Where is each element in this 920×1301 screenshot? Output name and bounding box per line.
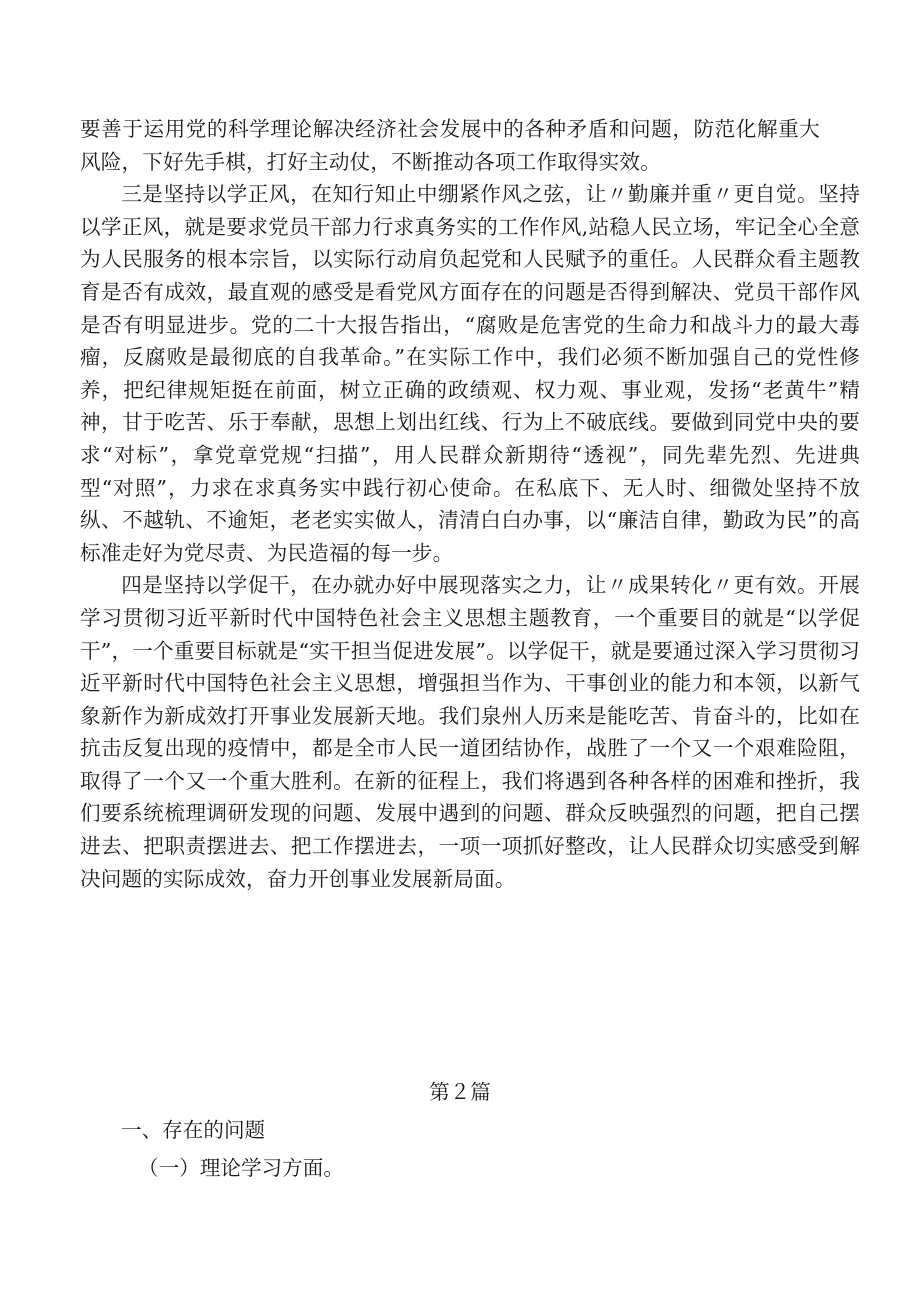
body-text (80, 113, 860, 895)
paragraph-three: 三是坚持以学正风，在知行知止中绷紧作风之弦，让〃勤廉并重〃更自觉。坚持以学正风，就是要求党员干部力行求真务实的工作作风,站稳人民立场，牢记全心全意为人民服务的根本宗旨，以实际行动肩负起党和人民赋予的重任。人民群众看主题教育是否有成效，最直观的感受是看党风方面存在的问题是否得到解决、党员干部作风是否有明显进步。党的二十大报告指出，“腐败是危害党的生命力和战斗力的最大毒瘤，反腐败是最彻底的自我革命。”在实际工作中，我们必须不断加强自己的党性修养，把纪律规矩挺在前面，树立正确的政绩观、权力观、事业观，发扬“老黄牛”精神，甘于吃苦、乐于奉献，思想上划出红线、行为上不破底线。要做到同党中央的要求“对标”，拿党章党规“扫描”，用人民群众新期待“透视”，同先辈先烈、先进典型“对照”，力求在求真务实中践行初心使命。在私底下、无人时、细微处坚持不放纵、不越轨、不逾矩，老老实实做人，清清白白办事，以“廉洁自律，勤政为民”的高标准走好为党尽责、为民造福的每一步。 (80, 182, 860, 565)
paragraph-four: 四是坚持以学促干，在办就办好中展现落实之力，让〃成果转化〃更有效。开展学习贯彻习近平新时代中国特色社会主义思想主题教育，一个重要目的就是“以学促干”，一个重要目标就是“实干担当促进发展”。以学促干，就是要通过深入学习贯彻习近平新时代中国特色社会主义思想，增强担当作为、干事创业的能力和本领，以新气象新作为新成效打开事业发展新天地。我们泉州人历来是能吃苦、肯奋斗的，比如在抗击反复出现的疫情中，都是全市人民一道团结协作，战胜了一个又一个艰难险阻，取得了一个又一个重大胜利。在新的征程上，我们将遇到各种各样的困难和挫折，我们要系统梳理调研发现的问题、发展中遇到的问题、群众反映强烈的问题，把自己摆进去、把职责摆进去、把工作摆进去，一项一项抓好整改，让人民群众切实感受到解决问题的实际成效，奋力开创事业发展新局面。 (80, 573, 860, 891)
subsection-heading: （一）理论学习方面。 (138, 1156, 344, 1180)
section-heading: 一、存在的问题 (121, 1118, 266, 1142)
paragraph-continuation: 要善于运用党的科学理论解决经济社会发展中的各种矛盾和问题，防范化解重大风险，下好先手棋，打好主动仗，不断推动各项工作取得实效。 (80, 117, 820, 174)
chapter-title: 第２篇 (429, 1080, 491, 1104)
